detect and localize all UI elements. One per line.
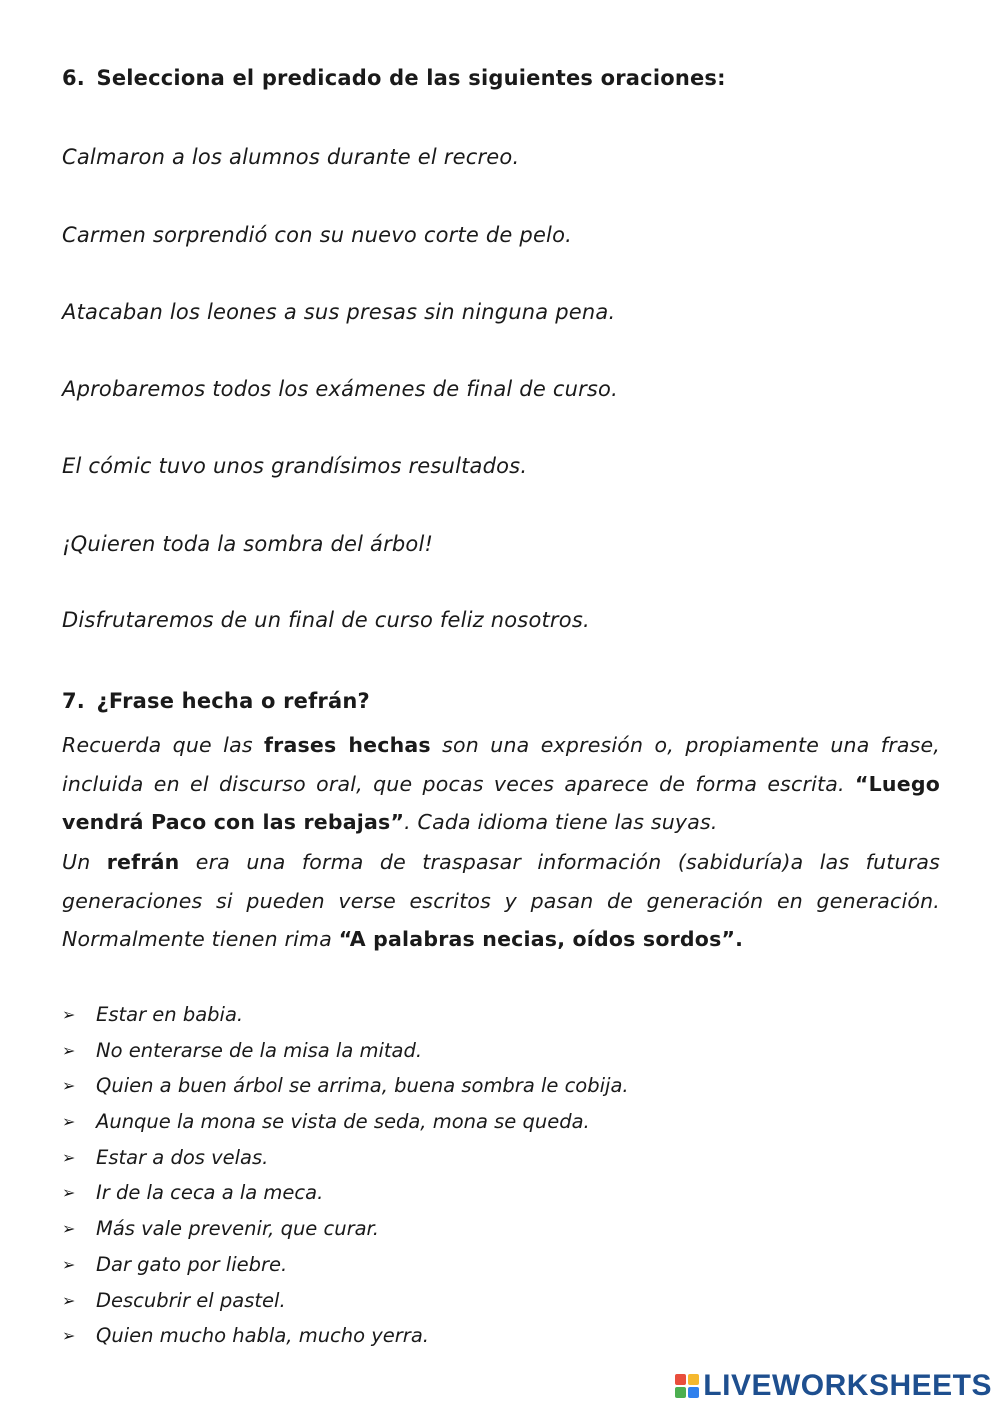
p1-text-a: Recuerda que las	[62, 733, 265, 757]
list-item[interactable]	[62, 1247, 629, 1283]
list-item[interactable]	[62, 1175, 629, 1211]
logo-square-green	[675, 1387, 686, 1398]
sentence-6[interactable]: ¡Quieren toda la sombra del árbol!	[62, 532, 434, 556]
liveworksheets-logo-icon	[675, 1374, 699, 1398]
list-item-text: Estar en babia.	[96, 1003, 244, 1026]
p2-bold-refran: refrán	[106, 850, 180, 874]
p2-bold-example: “A palabras necias, oídos sordos”.	[338, 927, 744, 951]
arrow-bullet-icon: ➢	[62, 1076, 76, 1096]
list-item[interactable]	[62, 997, 629, 1033]
p1-bold-example: “Luego vendrá Paco con las rebajas”	[62, 771, 940, 834]
section-7-title: ¿Frase hecha o refrán?	[96, 689, 370, 713]
p1-bold-frases-hechas: frases hechas	[264, 733, 431, 757]
list-item-text: Quien mucho habla, mucho yerra.	[96, 1324, 429, 1348]
section-6-heading	[62, 66, 726, 90]
arrow-bullet-icon: ➢	[62, 1219, 76, 1239]
section-7-number: 7.	[62, 689, 85, 713]
arrow-bullet-icon: ➢	[62, 1254, 76, 1274]
sentence-2[interactable]: Carmen sorprendió con su nuevo corte de pelo.	[62, 223, 573, 247]
arrow-bullet-icon: ➢	[62, 1112, 76, 1132]
section-7-heading	[62, 689, 370, 713]
logo-square-red	[675, 1374, 686, 1385]
list-item-text: Aunque la mona se vista de seda, mona se queda.	[96, 1110, 590, 1134]
arrow-bullet-icon: ➢	[62, 1290, 76, 1310]
sentence-5[interactable]: El cómic tuvo unos grandísimos resultados.	[62, 454, 528, 478]
section-6-title: Selecciona el predicado de las siguientes oraciones:	[96, 66, 726, 90]
list-item[interactable]	[62, 1318, 629, 1354]
p1-text-c: son una expresión o, propiamente una frase, incluida en el discurso oral, que pocas veces aparece de forma escrita.	[62, 733, 940, 796]
p2-text-c: era una forma de traspasar información (sabiduría)a las futuras generaciones si pueden verse escritos y pasan de generación en generación. Normalmente tienen rima	[62, 850, 940, 951]
list-item[interactable]	[62, 1068, 629, 1104]
list-item[interactable]	[62, 1033, 629, 1069]
list-item-text: No enterarse de la misa la mitad.	[96, 1038, 423, 1062]
list-item-text: Dar gato por liebre.	[96, 1252, 288, 1276]
refran-paragraph	[62, 843, 940, 959]
p2-text-a: Un	[62, 850, 107, 874]
p1-text-e: . Cada idioma tiene las suyas.	[404, 810, 718, 834]
list-item[interactable]	[62, 1104, 629, 1140]
sentence-1[interactable]: Calmaron a los alumnos durante el recreo.	[62, 145, 520, 169]
list-item-text: Más vale prevenir, que curar.	[96, 1217, 379, 1241]
section-6-number: 6.	[62, 66, 85, 90]
sentence-7[interactable]: Disfrutaremos de un final de curso feliz nosotros.	[62, 608, 590, 632]
liveworksheets-logo[interactable]	[675, 1369, 992, 1403]
list-item-text: Quien a buen árbol se arrima, buena sombra le cobija.	[96, 1074, 629, 1098]
liveworksheets-logo-text: LIVEWORKSHEETS	[703, 1369, 992, 1402]
expressions-list	[62, 997, 629, 1354]
logo-square-yellow	[688, 1374, 699, 1385]
sentence-4[interactable]: Aprobaremos todos los exámenes de final de curso.	[62, 377, 618, 401]
list-item[interactable]	[62, 1283, 629, 1319]
arrow-bullet-icon: ➢	[62, 1005, 76, 1024]
arrow-bullet-icon: ➢	[62, 1183, 76, 1203]
list-item[interactable]	[62, 1211, 629, 1247]
frases-hechas-paragraph	[62, 726, 940, 842]
list-item[interactable]	[62, 1140, 629, 1176]
logo-square-blue	[688, 1387, 699, 1398]
list-item-text: Estar a dos velas.	[96, 1145, 269, 1169]
arrow-bullet-icon: ➢	[62, 1040, 76, 1060]
sentence-3[interactable]: Atacaban los leones a sus presas sin ninguna pena.	[62, 300, 616, 324]
list-item-text: Ir de la ceca a la meca.	[96, 1181, 324, 1205]
arrow-bullet-icon: ➢	[62, 1326, 76, 1346]
arrow-bullet-icon: ➢	[62, 1147, 76, 1167]
list-item-text: Descubrir el pastel.	[96, 1288, 286, 1312]
